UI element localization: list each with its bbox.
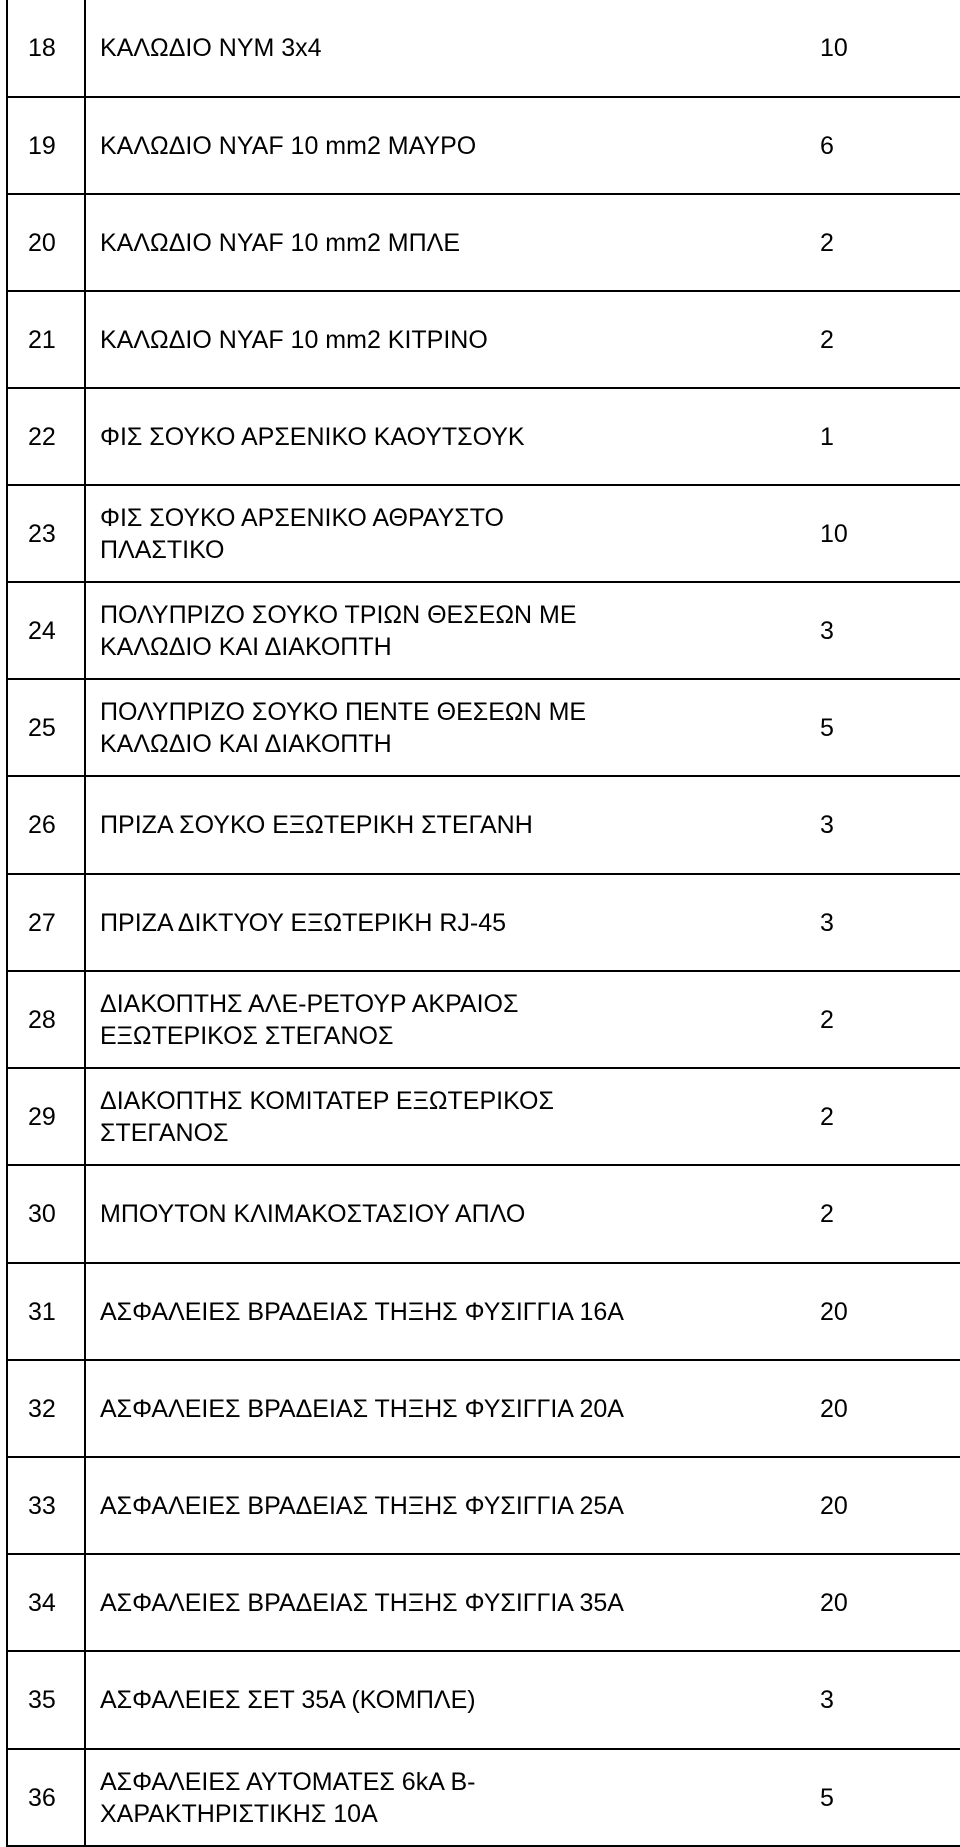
item-description-text: ΠΡΙΖΑ ΣΟΥΚΟ ΕΞΩΤΕΡΙΚΗ ΣΤΕΓΑΝΗ bbox=[100, 811, 533, 839]
item-description bbox=[86, 583, 820, 678]
item-description-text: ΑΣΦΑΛΕΙΕΣ ΒΡΑΔΕΙΑΣ ΤΗΞΗΣ ΦΥΣΙΓΓΙΑ 25Α bbox=[100, 1491, 624, 1520]
table-row bbox=[8, 389, 960, 486]
item-description-text: ΠΟΛΥΠΡΙΖΟ ΣΟΥΚΟ ΤΡΙΩΝ ΘΕΣΕΩΝ ΜΕ ΚΑΛΩΔΙΟ ΚΑΙ ΔΙΑΚΟΠΤΗ bbox=[100, 600, 577, 661]
item-number: 19 bbox=[8, 98, 86, 193]
table-row bbox=[8, 875, 960, 972]
table-row bbox=[8, 1652, 960, 1750]
item-description-text: ΑΣΦΑΛΕΙΕΣ ΒΡΑΔΕΙΑΣ ΤΗΞΗΣ ΦΥΣΙΓΓΙΑ 16Α bbox=[100, 1297, 624, 1326]
item-number: 26 bbox=[8, 777, 86, 873]
item-quantity: 1 bbox=[820, 422, 834, 451]
table-row bbox=[8, 1555, 960, 1652]
table-row bbox=[8, 0, 960, 98]
item-description bbox=[86, 1555, 820, 1650]
item-description-text: ΚΑΛΩΔΙΟ ΝΥΜ 3x4 bbox=[100, 34, 322, 62]
table-row bbox=[8, 1166, 960, 1264]
item-description bbox=[86, 1069, 820, 1164]
item-quantity: 3 bbox=[820, 616, 834, 645]
item-quantity: 3 bbox=[820, 908, 834, 937]
item-description bbox=[86, 195, 820, 290]
item-number: 20 bbox=[8, 195, 86, 290]
item-description-text: ΠΡΙΖΑ ΔΙΚΤΥΟΥ ΕΞΩΤΕΡΙΚΗ RJ-45 bbox=[100, 908, 507, 937]
item-description bbox=[86, 1458, 820, 1553]
item-description bbox=[86, 1750, 820, 1845]
table-row bbox=[8, 777, 960, 875]
item-number: 25 bbox=[8, 680, 86, 775]
table-row bbox=[8, 680, 960, 777]
table-row bbox=[8, 1069, 960, 1166]
table-row bbox=[8, 292, 960, 389]
item-description-text: ΔΙΑΚΟΠΤΗΣ ΑΛΕ-ΡΕΤΟΥΡ ΑΚΡΑΙΟΣ ΕΞΩΤΕΡΙΚΟΣ ΣΤΕΓΑΝΟΣ bbox=[100, 989, 519, 1050]
item-description-text: ΦΙΣ ΣΟΥΚΟ ΑΡΣΕΝΙΚΟ ΚΑΟΥΤΣΟΥΚ bbox=[100, 422, 525, 451]
item-number: 18 bbox=[8, 0, 86, 96]
table-row bbox=[8, 583, 960, 680]
item-description bbox=[86, 1264, 820, 1359]
item-number: 28 bbox=[8, 972, 86, 1067]
item-quantity: 10 bbox=[820, 519, 848, 548]
item-description bbox=[86, 777, 820, 873]
table-row bbox=[8, 1264, 960, 1361]
table-row bbox=[8, 98, 960, 195]
item-number: 24 bbox=[8, 583, 86, 678]
table-row bbox=[8, 486, 960, 583]
item-quantity: 2 bbox=[820, 1200, 834, 1228]
item-description bbox=[86, 972, 820, 1067]
item-description-text: ΚΑΛΩΔΙΟ ΝΥΑF 10 mm2 ΚΙΤΡΙΝΟ bbox=[100, 325, 488, 354]
item-number: 31 bbox=[8, 1264, 86, 1359]
item-number: 21 bbox=[8, 292, 86, 387]
item-description-text: ΔΙΑΚΟΠΤΗΣ ΚΟΜΙΤΑΤΕΡ ΕΞΩΤΕΡΙΚΟΣ ΣΤΕΓΑΝΟΣ bbox=[100, 1086, 554, 1147]
item-quantity: 20 bbox=[820, 1491, 848, 1520]
item-description bbox=[86, 680, 820, 775]
item-number: 34 bbox=[8, 1555, 86, 1650]
item-quantity: 2 bbox=[820, 1102, 834, 1131]
item-description-text: ΑΣΦΑΛΕΙΕΣ ΑΥΤΟΜΑΤΕΣ 6kA B- ΧΑΡΑΚΤΗΡΙΣΤΙΚΗΣ 10Α bbox=[100, 1767, 476, 1828]
item-quantity: 20 bbox=[820, 1588, 848, 1617]
item-description-text: ΚΑΛΩΔΙΟ ΝΥΑF 10 mm2 ΜΑΥΡΟ bbox=[100, 131, 477, 160]
table-row bbox=[8, 1750, 960, 1847]
item-quantity: 3 bbox=[820, 1686, 834, 1714]
item-quantity: 2 bbox=[820, 228, 834, 257]
item-number: 33 bbox=[8, 1458, 86, 1553]
item-description-text: ΑΣΦΑΛΕΙΕΣ ΣΕΤ 35Α (ΚΟΜΠΛΕ) bbox=[100, 1686, 476, 1714]
item-quantity: 6 bbox=[820, 131, 834, 160]
item-number: 27 bbox=[8, 875, 86, 970]
item-quantity: 20 bbox=[820, 1394, 848, 1423]
item-description-text: ΦΙΣ ΣΟΥΚΟ ΑΡΣΕΝΙΚΟ ΑΘΡΑΥΣΤΟ ΠΛΑΣΤΙΚΟ bbox=[100, 503, 505, 564]
item-description bbox=[86, 389, 820, 484]
item-description-text: ΚΑΛΩΔΙΟ ΝΥΑF 10 mm2 ΜΠΛΕ bbox=[100, 228, 461, 257]
item-description bbox=[86, 98, 820, 193]
materials-table bbox=[6, 0, 960, 1847]
item-quantity: 5 bbox=[820, 1783, 834, 1812]
table-row bbox=[8, 1361, 960, 1458]
item-number: 32 bbox=[8, 1361, 86, 1456]
table-row bbox=[8, 195, 960, 292]
item-description bbox=[86, 1166, 820, 1262]
item-description-text: ΜΠΟΥΤΟΝ ΚΛΙΜΑΚΟΣΤΑΣΙΟΥ ΑΠΛΟ bbox=[100, 1200, 526, 1228]
item-quantity: 20 bbox=[820, 1297, 848, 1326]
item-quantity: 10 bbox=[820, 34, 848, 62]
item-number: 35 bbox=[8, 1652, 86, 1748]
table-row bbox=[8, 1458, 960, 1555]
item-quantity: 2 bbox=[820, 325, 834, 354]
item-description-text: ΑΣΦΑΛΕΙΕΣ ΒΡΑΔΕΙΑΣ ΤΗΞΗΣ ΦΥΣΙΓΓΙΑ 20Α bbox=[100, 1394, 624, 1423]
item-description bbox=[86, 1361, 820, 1456]
item-description bbox=[86, 875, 820, 970]
item-description bbox=[86, 292, 820, 387]
item-number: 30 bbox=[8, 1166, 86, 1262]
item-number: 23 bbox=[8, 486, 86, 581]
item-number: 36 bbox=[8, 1750, 86, 1845]
item-description bbox=[86, 486, 820, 581]
item-quantity: 3 bbox=[820, 811, 834, 839]
item-number: 29 bbox=[8, 1069, 86, 1164]
table-row bbox=[8, 972, 960, 1069]
item-description bbox=[86, 0, 820, 96]
item-description-text: ΠΟΛΥΠΡΙΖΟ ΣΟΥΚΟ ΠΕΝΤΕ ΘΕΣΕΩΝ ΜΕ ΚΑΛΩΔΙΟ ΚΑΙ ΔΙΑΚΟΠΤΗ bbox=[100, 697, 587, 758]
item-description-text: ΑΣΦΑΛΕΙΕΣ ΒΡΑΔΕΙΑΣ ΤΗΞΗΣ ΦΥΣΙΓΓΙΑ 35Α bbox=[100, 1588, 624, 1617]
item-number: 22 bbox=[8, 389, 86, 484]
item-quantity: 5 bbox=[820, 713, 834, 742]
item-quantity: 2 bbox=[820, 1005, 834, 1034]
item-description bbox=[86, 1652, 820, 1748]
